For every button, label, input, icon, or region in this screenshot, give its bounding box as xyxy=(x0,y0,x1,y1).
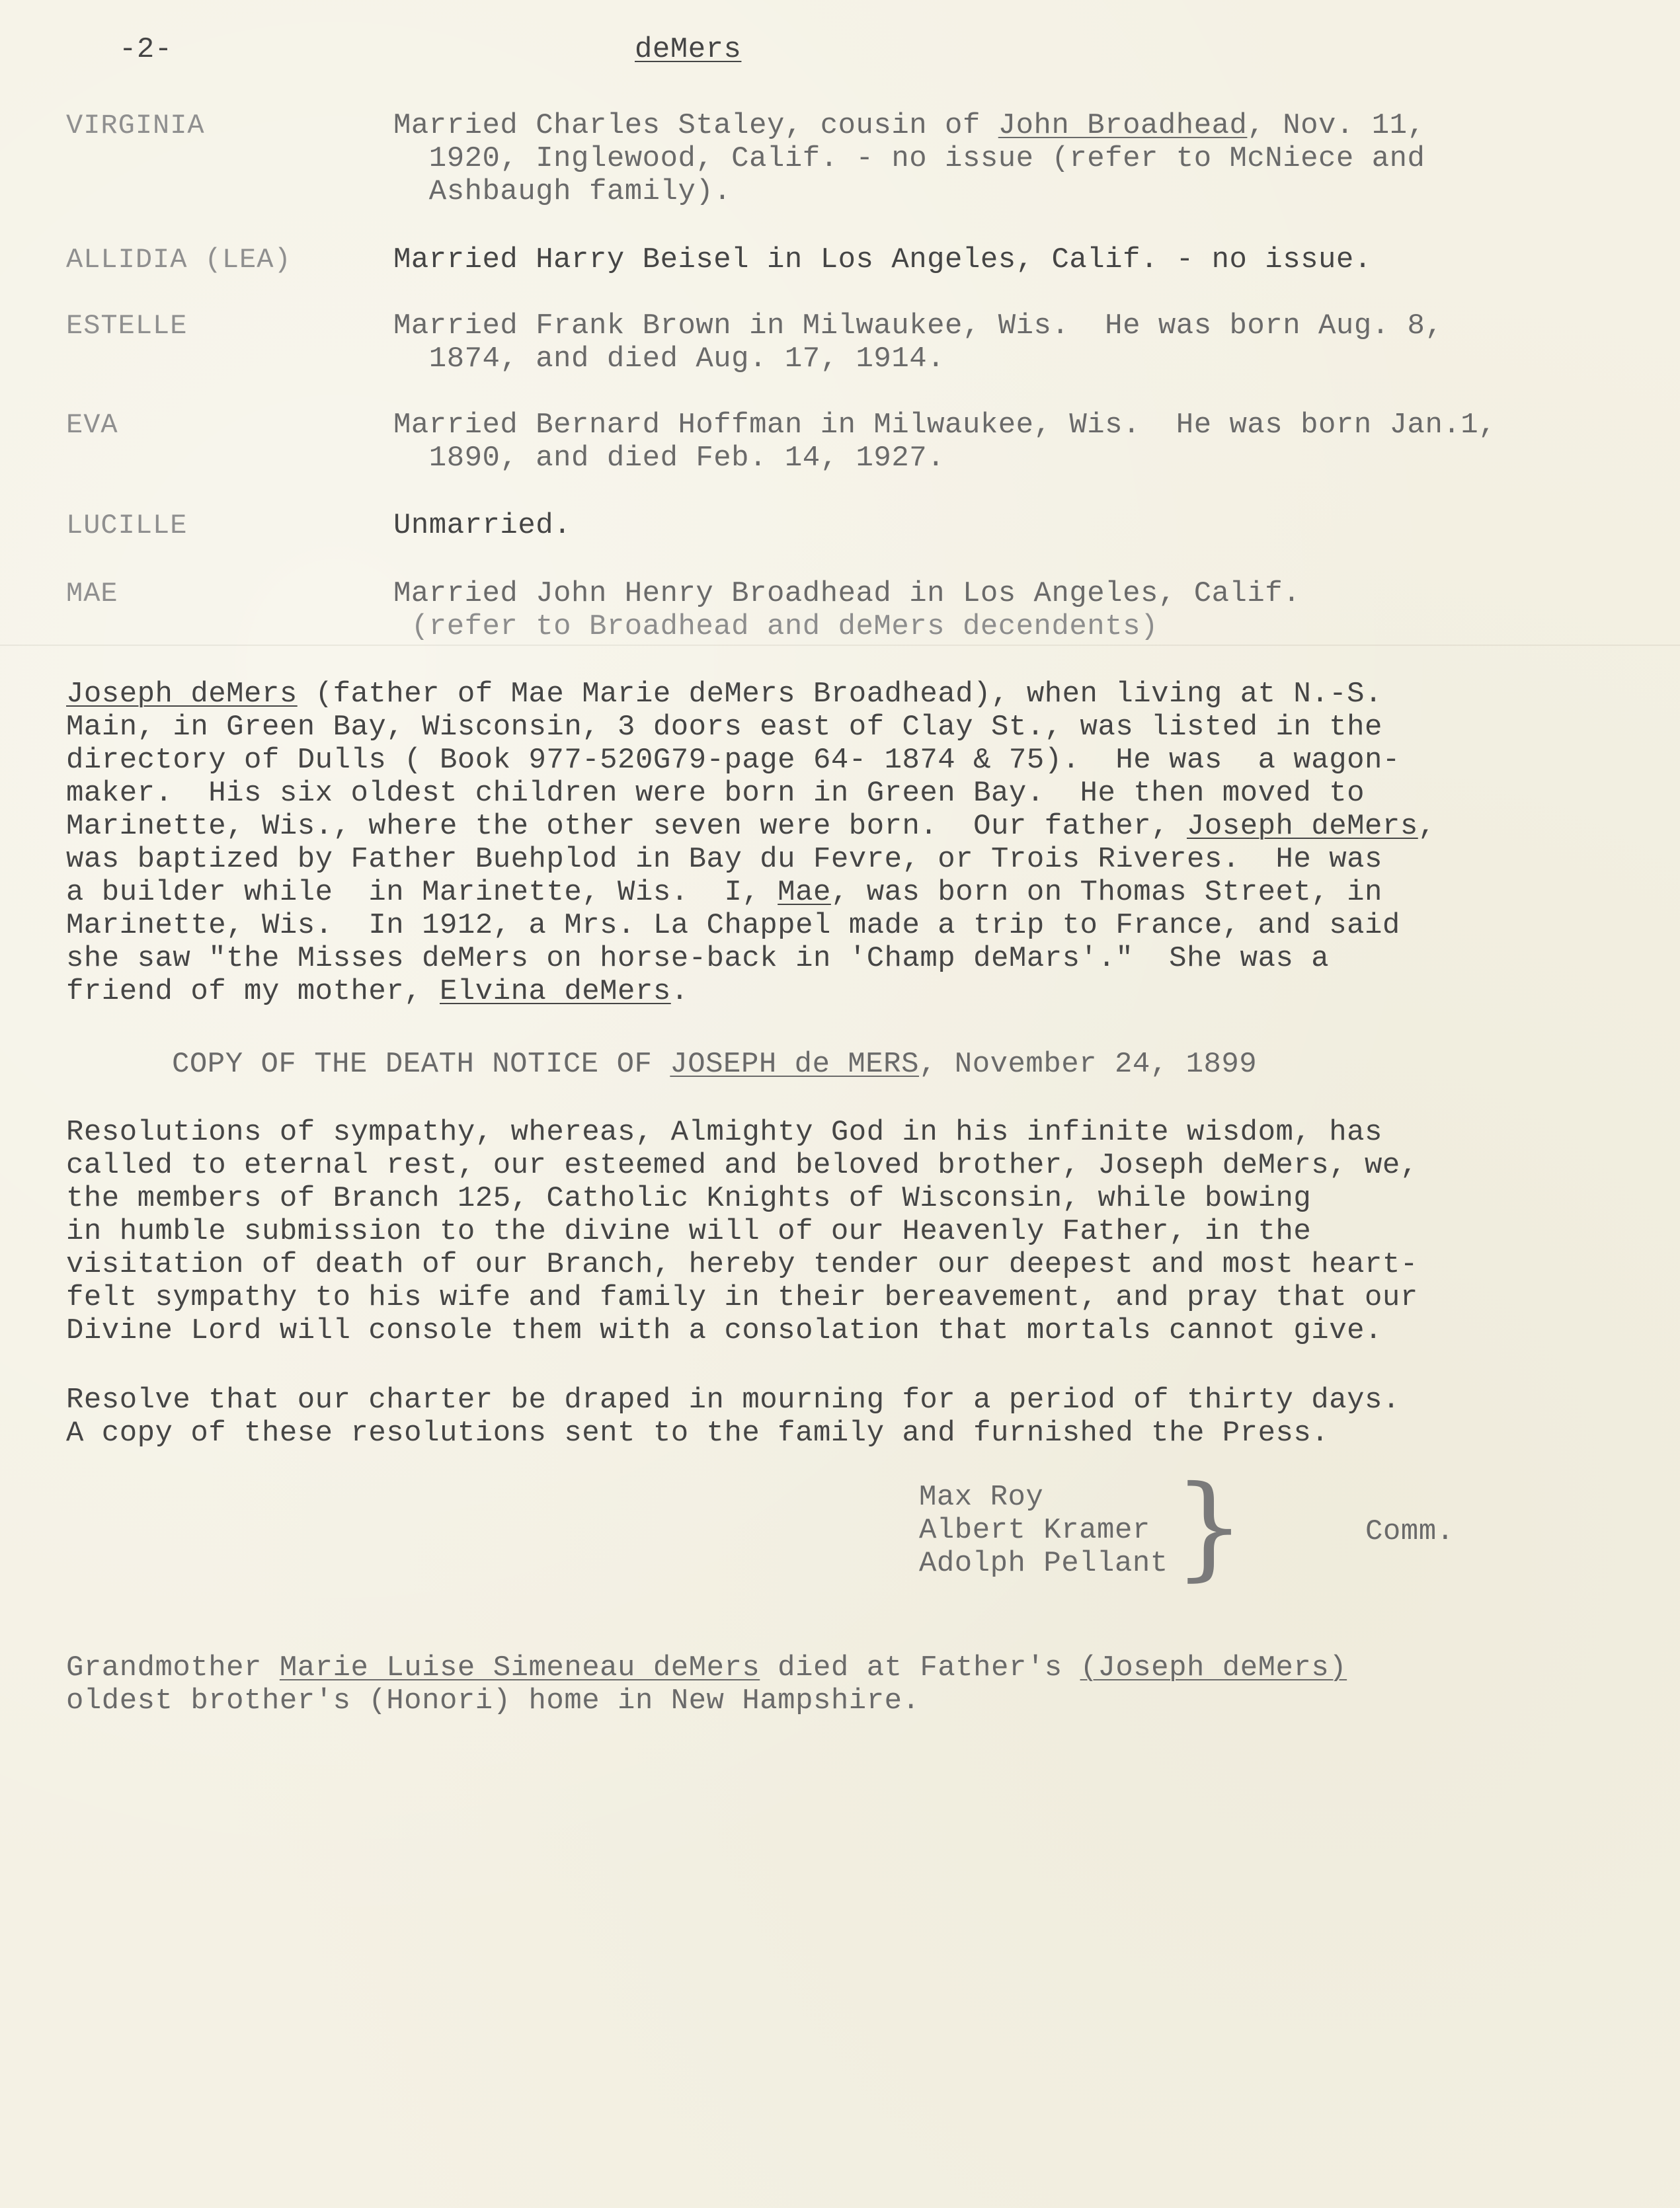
entry-mae-line-1: Married John Henry Broadhead in Los Angeles, Calif. xyxy=(393,577,1301,610)
underlined-name: Elvina deMers xyxy=(440,975,671,1008)
paper-fold xyxy=(0,645,1680,646)
entry-name-virginia: VIRGINIA xyxy=(66,110,205,141)
paragraph-1-line-3: directory of Dulls ( Book 977-520G79-page 64- 1874 & 75). He was a wagon- xyxy=(66,744,1400,777)
entry-estelle-line-2: 1874, and died Aug. 17, 1914. xyxy=(393,342,945,375)
resolve-line-2: A copy of these resolutions sent to the family and furnished the Press. xyxy=(66,1417,1330,1450)
footer-line-2: oldest brother's (Honori) home in New Hampshire. xyxy=(66,1684,920,1717)
resolution-line-7: Divine Lord will console them with a consolation that mortals cannot give. xyxy=(66,1314,1382,1347)
death-notice-heading: COPY OF THE DEATH NOTICE OF JOSEPH de MERS, November 24, 1899 xyxy=(172,1048,1258,1081)
underlined-name: John Broadhead xyxy=(998,109,1248,142)
underlined-name: Marie Luise Simeneau deMers xyxy=(279,1651,760,1684)
page-number: -2- xyxy=(119,33,173,66)
resolve-line-1: Resolve that our charter be draped in mourning for a period of thirty days. xyxy=(66,1384,1400,1417)
underlined-name: Joseph deMers xyxy=(66,678,298,711)
closing-brace: } xyxy=(1174,1462,1246,1593)
resolution-line-3: the members of Branch 125, Catholic Knights of Wisconsin, while bowing xyxy=(66,1182,1312,1215)
paragraph-1-line-9: she saw "the Misses deMers on horse-back in 'Champ deMars'." She was a xyxy=(66,942,1330,975)
resolution-line-2: called to eternal rest, our esteemed and beloved brother, Joseph deMers, we, xyxy=(66,1149,1418,1182)
entry-name-lucille: LUCILLE xyxy=(66,510,188,541)
underlined-name: (Joseph deMers) xyxy=(1080,1651,1347,1684)
page-title: deMers xyxy=(635,33,742,66)
entry-estelle-line-1: Married Frank Brown in Milwaukee, Wis. He was born Aug. 8, xyxy=(393,309,1443,342)
paragraph-1-line-8: Marinette, Wis. In 1912, a Mrs. La Chappel made a trip to France, and said xyxy=(66,909,1400,942)
entry-name-mae: MAE xyxy=(66,578,118,610)
committee-label: Comm. xyxy=(1365,1515,1455,1548)
resolution-line-4: in humble submission to the divine will of our Heavenly Father, in the xyxy=(66,1215,1312,1248)
underlined-name: JOSEPH de MERS xyxy=(670,1048,919,1081)
entry-allidia-line-1: Married Harry Beisel in Los Angeles, Calif. - no issue. xyxy=(393,243,1372,276)
resolution-line-5: visitation of death of our Branch, hereby tender our deepest and most heart- xyxy=(66,1248,1418,1281)
paragraph-1-line-7: a builder while in Marinette, Wis. I, Mae, was born on Thomas Street, in xyxy=(66,876,1382,909)
entry-eva-line-2: 1890, and died Feb. 14, 1927. xyxy=(393,442,945,475)
paragraph-1-line-1: Joseph deMers (father of Mae Marie deMers Broadhead), when living at N.-S. xyxy=(66,678,1382,711)
underlined-name: Mae xyxy=(778,876,831,909)
entry-lucille-line-1: Unmarried. xyxy=(393,509,572,542)
resolution-line-1: Resolutions of sympathy, whereas, Almighty God in his infinite wisdom, has xyxy=(66,1116,1382,1149)
paragraph-1-line-10: friend of my mother, Elvina deMers. xyxy=(66,975,689,1008)
paragraph-1-line-6: was baptized by Father Buehplod in Bay du Fevre, or Trois Riveres. He was xyxy=(66,843,1382,876)
paragraph-1-line-2: Main, in Green Bay, Wisconsin, 3 doors east of Clay St., was listed in the xyxy=(66,711,1382,744)
entry-eva-line-1: Married Bernard Hoffman in Milwaukee, Wis. He was born Jan.1, xyxy=(393,409,1497,442)
underlined-name: Joseph deMers xyxy=(1186,810,1418,843)
entry-virginia-line-1: Married Charles Staley, cousin of John Broadhead, Nov. 11, xyxy=(393,109,1425,142)
entry-name-estelle: ESTELLE xyxy=(66,310,188,342)
committee-member: Adolph Pellant xyxy=(919,1547,1168,1580)
paragraph-1-line-4: maker. His six oldest children were born in Green Bay. He then moved to xyxy=(66,777,1365,810)
resolution-line-6: felt sympathy to his wife and family in their bereavement, and pray that our xyxy=(66,1281,1418,1314)
entry-name-eva: EVA xyxy=(66,409,118,441)
entry-virginia-line-3: Ashbaugh family). xyxy=(393,175,732,208)
entry-name-allidia: ALLIDIA (LEA) xyxy=(66,244,292,276)
entry-mae-line-2: (refer to Broadhead and deMers decendents) xyxy=(393,610,1158,643)
committee-member: Albert Kramer xyxy=(919,1514,1150,1547)
entry-virginia-line-2: 1920, Inglewood, Calif. - no issue (refer to McNiece and xyxy=(393,142,1425,175)
paragraph-1-line-5: Marinette, Wis., where the other seven were born. Our father, Joseph deMers, xyxy=(66,810,1436,843)
committee-member: Max Roy xyxy=(919,1481,1044,1514)
footer-line-1: Grandmother Marie Luise Simeneau deMers died at Father's (Joseph deMers) xyxy=(66,1651,1347,1684)
